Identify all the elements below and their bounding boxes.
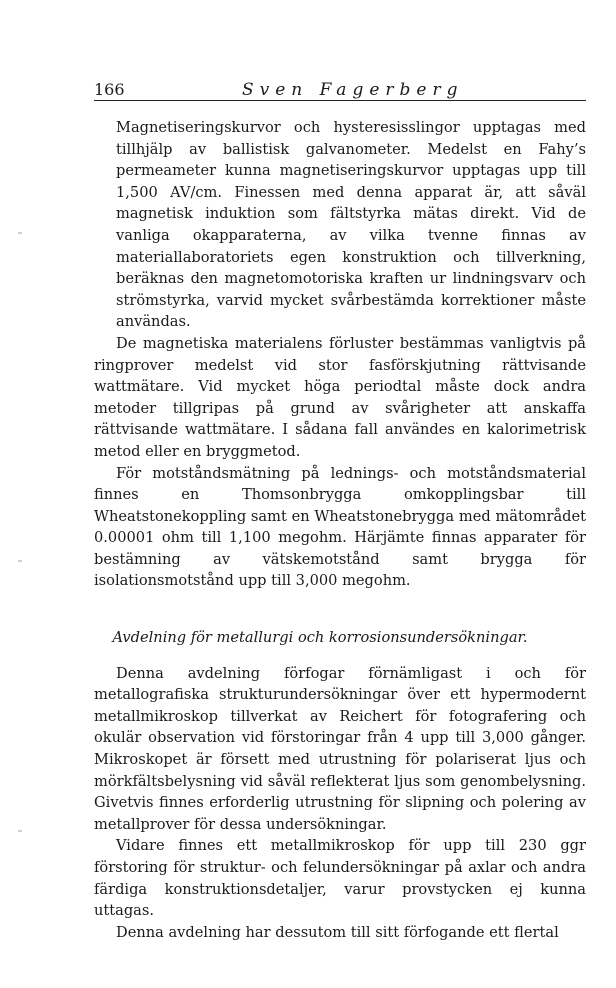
body-text (94, 117, 586, 943)
paragraph-resistance: För motståndsmätning på lednings- och motståndsmaterial finnes en Thomsonbrygga omkopplingsbar till Wheatstonekoppling samt en Wheatstonebrygga med mätområdet 0.00001 ohm till 1,100 megohm. Härjämte finnas apparater för bestämning av vätskemotstånd samt brygga för isolationsmotstånd upp till 3,000 megohm. (94, 464, 586, 590)
paragraph-losses: De magnetiska materialens förluster bestämmas vanligtvis på ringprover medelst vid stor fasförskjutning rättvisande wattmätare. Vid mycket höga periodtal måste dock andra metoder tillgripas på grund av svårigheter att anskaffa rättvisande wattmätare. I sådana fall användes en kalorimetrisk metod eller en bryggmetod. (94, 334, 586, 460)
page-number: 166 (94, 80, 125, 99)
paragraph-magnetization: Magnetiseringskurvor och hysteresisslingor upptagas med tillhjälp av ballistisk galvanometer. Medelst en Fahy’s permeameter kunna magnetiseringskurvor upptagas upp till 1,500 AV/cm. Finessen med denna apparat är, att såväl magnetisk induktion som fältstyrka mätas direkt. Vid de vanliga okapparaterna, av vilka tvenne finnas av materiallaboratoriets egen konstruktion och tillverkning, beräknas den magnetomotoriska kraften ur lindningsvarv och strömstyrka, varvid mycket svårbestämda korrektioner måste användas. (116, 119, 586, 331)
paragraph-metallography: Denna avdelning förfogar förnämligast i och för metallografiska strukturundersökningar över ett hypermodernt metallmikroskop tillverkat av Reichert för fotografering och okulär observation vid förstoringar från 4 upp till 3,000 gånger. Mikroskopet är försett med utrustning för polariserat ljus och mörkfältsbelysning vid såväl reflekterat ljus som genombelysning. Givetvis finnes erforderlig utrustning för slipning och polering av metallprover för dessa undersökningar. (94, 664, 586, 833)
sheet-mark-bottom (18, 830, 22, 832)
sheet-mark-top (18, 232, 22, 234)
sheet-mark-middle (18, 560, 22, 562)
running-head (94, 76, 586, 101)
paragraph-microscope: Vidare finnes ett metallmikroskop för upp till 230 ggr förstoring för struktur- och felundersökningar på axlar och andra färdiga konstruktionsdetaljer, varur provstycken ej kunna uttagas. (94, 837, 586, 920)
paragraph-continuation: Denna avdelning har dessutom till sitt förfogande ett flertal (116, 923, 559, 941)
book-page (94, 76, 586, 943)
running-head-author: Sven Fagerberg (242, 80, 464, 100)
section-heading: Avdelning för metallurgi och korrosionsundersökningar. (112, 629, 528, 647)
